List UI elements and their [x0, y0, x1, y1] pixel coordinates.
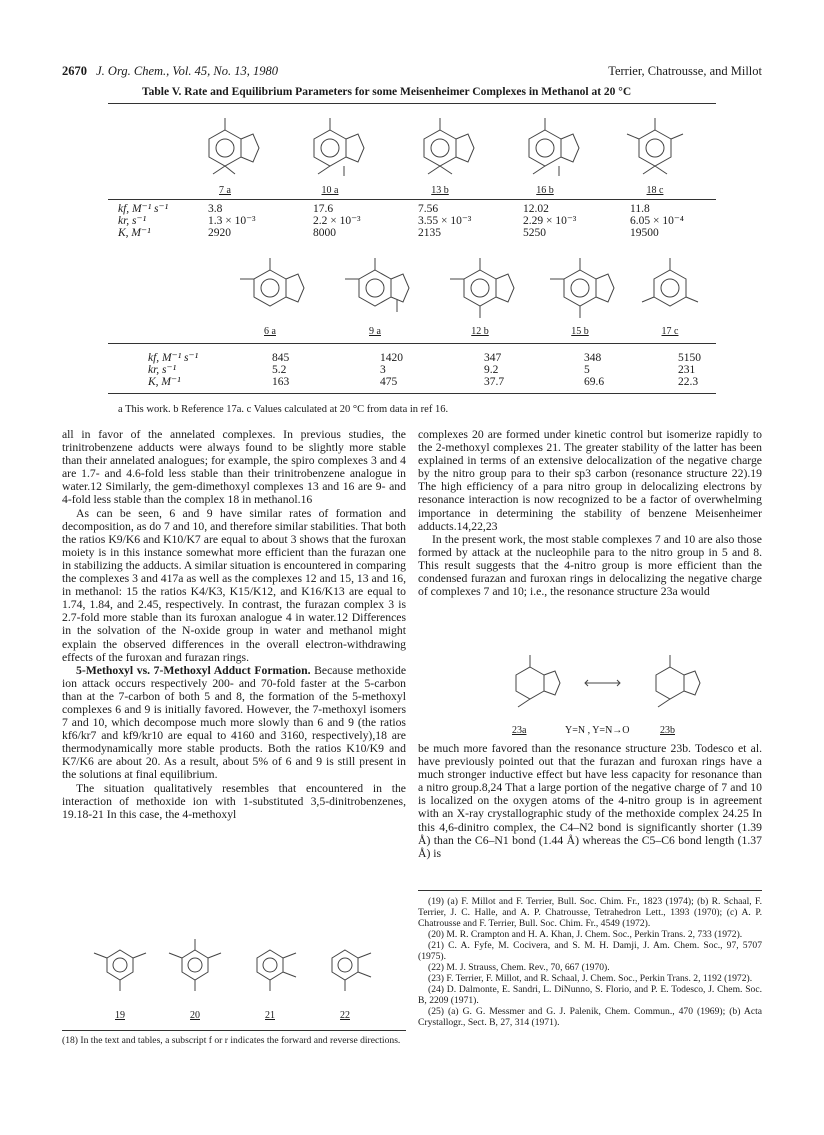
table-row: [118, 364, 718, 376]
cell: 12.02: [523, 203, 549, 215]
table-row: [118, 227, 718, 239]
row-label: kr, s⁻¹: [148, 364, 177, 376]
compound-label: 20: [190, 1010, 200, 1021]
cell: 1420: [380, 352, 403, 364]
compound-label: 21: [265, 1010, 275, 1021]
compound-label: 23a: [512, 725, 527, 736]
compound-label: 17 c: [661, 326, 679, 337]
reference: (22) M. J. Strauss, Chem. Rev., 70, 667 (1970).: [428, 962, 610, 973]
compound-label: 19: [115, 1010, 125, 1021]
cell: 8000: [313, 227, 336, 239]
cell: 19500: [630, 227, 659, 239]
cell: 2.29 × 10⁻³: [523, 215, 577, 227]
cell: 475: [380, 376, 398, 388]
cell: 347: [484, 352, 502, 364]
table-group2-params: [118, 352, 718, 388]
table-footnote: a This work. b Reference 17a. c Values calculated at 20 °C from data in ref 16.: [118, 404, 449, 415]
running-header-authors: Terrier, Chatrousse, and Millot: [608, 64, 762, 78]
reference: (19) (a) F. Millot and F. Terrier, Bull. Soc. Chim. Fr., 1823 (1974); (b) R. Schaal, F. Terrier, J. C. Halle, and A. P. Chatrousse, Tetrahedron Lett., 1393 (1970); (c) A. P. Chatrousse and F. Terrier, Bull. Soc. Chim. Fr., 4549 (1972).: [418, 896, 762, 929]
cell: 2135: [418, 227, 441, 239]
journal-citation: J. Org. Chem., Vol. 45, No. 13, 1980: [96, 64, 278, 78]
compound-label: 10 a: [321, 185, 339, 196]
cell: 2920: [208, 227, 231, 239]
references: [418, 896, 762, 1028]
cell: 348: [584, 352, 602, 364]
running-header-left: [62, 64, 278, 79]
table-mid-rule: [108, 199, 716, 200]
right-column-bottom: [418, 742, 762, 860]
compound-label: 7 a: [219, 185, 231, 196]
cell: 6.05 × 10⁻⁴: [630, 215, 684, 227]
compound-label: 9 a: [369, 326, 381, 337]
cell: 69.6: [584, 376, 605, 388]
table-row: [118, 215, 718, 227]
table-bottom-rule: [108, 393, 716, 394]
cell: 5: [584, 364, 590, 376]
cell: 7.56: [418, 203, 439, 215]
paragraph: all in favor of the annelated complexes. In previous studies, the trinitrobenzene adducts were always found to be slightly more stable than their annelated analogues; for example, the spiro complexes 3 and 4 are 1.7- and 4.6-fold less stable than their trinitrobenzene analogue in water.12 Similarly, the gem-dimethoxyl complexes 13 and 16 are 9- and 4-fold less stable than the complex 18 in methanol.16: [62, 428, 406, 507]
compound-label: 15 b: [571, 326, 589, 337]
table-row: [118, 352, 718, 364]
cell: 845: [272, 352, 290, 364]
cell: 5250: [523, 227, 546, 239]
cell: 3: [380, 364, 386, 376]
compound-label: 16 b: [536, 185, 554, 196]
cell: 163: [272, 376, 290, 388]
compound-label: 12 b: [471, 326, 489, 337]
reference: (20) M. R. Crampton and H. A. Khan, J. Chem. Soc., Perkin Trans. 2, 733 (1972).: [428, 929, 743, 940]
cell: 9.2: [484, 364, 499, 376]
compound-label: 23b: [660, 725, 675, 736]
references-rule: [418, 890, 762, 891]
cell: 3.8: [208, 203, 223, 215]
row-label: K, M⁻¹: [118, 227, 151, 239]
row-label: K, M⁻¹: [148, 376, 181, 388]
table-top-rule: [108, 103, 716, 104]
left-column: [62, 428, 406, 821]
footnote-rule: [62, 1030, 406, 1031]
cell: 11.8: [630, 203, 650, 215]
table-row: [118, 376, 718, 388]
row-label: kf, M⁻¹ s⁻¹: [118, 203, 169, 215]
cell: 5150: [678, 352, 701, 364]
right-column-top: [418, 428, 762, 598]
compound-label: 13 b: [431, 185, 449, 196]
paragraph: complexes 20 are formed under kinetic control but isomerize rapidly to the 2-methoxyl complexes 21. The greater stability of the latter has been explained in terms of an extensive delocalization of the negative charge by the nitro group para to their sp3 carbon (resonance structure 22).19 The high efficiency of a para nitro group in delocalizing electrons by resonance interaction is now recognized to be a factor of overwhelming importance in determining the stability of benzene Meisenheimer adducts.14,22,23: [418, 428, 762, 533]
table-structures-row2: [215, 250, 735, 330]
reference: (21) C. A. Fyfe, M. Cocivera, and S. M. H. Damji, J. Am. Chem. Soc., 97, 5707 (1975).: [418, 940, 762, 962]
cell: 37.7: [484, 376, 505, 388]
scheme-note: Y=N , Y=N→O: [565, 725, 630, 736]
paragraph: As can be seen, 6 and 9 have similar rates of formation and decomposition, as do 7 and 10, and therefore similar stabilities. That both the ratios K9/K6 and K10/K7 are equal to about 3 shows that the furoxan moiety is in this instance somewhat more efficient than the furazan one in stabilizing the adducts. A similar situation is encountered in comparing the complexes 3 and 417a as well as the complexes 12 and 15, 13 and 16, in methanol: 15 the ratios K4/K3, K15/K12, and K16/K13 are equal to 1.74, 1.84, and 2.45, respectively. In contrast, the furazan complex 3 is 2.7-fold more stable than its furoxan analogue 4 in water.12 Differences in the solvation of the N-oxide group in water and methanol might explain the observed differences in the overall electron-withdrawing effects of the furoxan and furazan rings.: [62, 506, 406, 664]
cell: 231: [678, 364, 696, 376]
cell: 2.2 × 10⁻³: [313, 215, 361, 227]
cell: 3.55 × 10⁻³: [418, 215, 472, 227]
paragraph: be much more favored than the resonance structure 23b. Todesco et al. have previously pointed out that the furazan and furoxan rings have a much stronger inductive effect but have less capacity for resonance than a nitro group.8,24 That a large portion of the negative charge of 7 and 10 is localized on the oxygen atoms of the 4-nitro group is in agreement with an X-ray crystallographic study of the methoxide complex 24.25 In this 4,6-dinitro complex, the C4–N2 bond is significantly shorter (1.39 Å) than the C6–N1 bond (1.44 Å) whereas the C5–C6 bond length (1.37 Å) is: [418, 742, 762, 860]
paragraph: The situation qualitatively resembles that encountered in the interaction of methoxide ion with 1-substituted 3,5-dinitrobenzenes, 19.18-21 In this case, the 4-methoxyl: [62, 781, 406, 821]
paragraph: In the present work, the most stable complexes 7 and 10 are also those formed by attack at the nucleophile para to the nitro group in 5 and 8. This result suggests that the 4-nitro group is more efficient than the condensed furazan and furoxan rings in delocalizing the negative charge of complexes 7 and 10; i.e., the resonance structure 23a would: [418, 532, 762, 599]
table-caption: Table V. Rate and Equilibrium Parameters for some Meisenheimer Complexes in Methanol at 20 °C: [142, 86, 632, 98]
cell: 17.6: [313, 203, 334, 215]
cell: 1.3 × 10⁻³: [208, 215, 256, 227]
row-label: kr, s⁻¹: [118, 215, 147, 227]
cell: 22.3: [678, 376, 699, 388]
table-row: [118, 203, 718, 215]
table-group1-params: [118, 203, 718, 239]
reference: (25) (a) G. G. Messmer and G. J. Palenik, Chem. Commun., 470 (1969); (b) Acta Crystallogr., Sect. B, 27, 314 (1971).: [418, 1006, 762, 1028]
compound-label: 6 a: [264, 326, 276, 337]
table-mid-rule: [108, 343, 716, 344]
cell: 5.2: [272, 364, 287, 376]
scheme-19-22: [70, 930, 400, 1010]
section-heading: 5-Methoxyl vs. 7-Methoxyl Adduct Formation.: [76, 663, 311, 677]
reference: (24) D. Dalmonte, E. Sandri, L. DiNunno, S. Florio, and P. E. Todesco, J. Chem. Soc. B, 2209 (1971).: [418, 984, 762, 1006]
footnote-18: (18) In the text and tables, a subscript f or r indicates the forward and reverse directions.: [62, 1035, 401, 1046]
paragraph: Because methoxide ion attack occurs respectively 200- and 70-fold faster at the 5-carbon than at the 7-carbon of both 5 and 8, the formation of the 5-methoxyl complexes 6 and 9 is initially favored. However, the 7-methoxyl isomers 7 and 10, which decompose much more slowly than 6 and 9 (the ratios kf6/kr7 and kf9/kr10 are equal to 4160 and 3160, respectively),18 are thermodynamically more stable products. Both the ratios K10/K9 and K7/K6 are about 20. As a result, about 5% of 6 and 9 is still present in the solutions at final equilibrium.: [62, 663, 407, 782]
reference: (23) F. Terrier, F. Millot, and R. Schaal, J. Chem. Soc., Perkin Trans. 2, 1192 (1972).: [428, 973, 753, 984]
page-number: 2670: [62, 64, 87, 78]
compound-label: 18 c: [646, 185, 664, 196]
table-structures-row1: [180, 108, 740, 188]
compound-label: 22: [340, 1010, 350, 1021]
scheme-23: [470, 645, 740, 725]
row-label: kf, M⁻¹ s⁻¹: [148, 352, 199, 364]
